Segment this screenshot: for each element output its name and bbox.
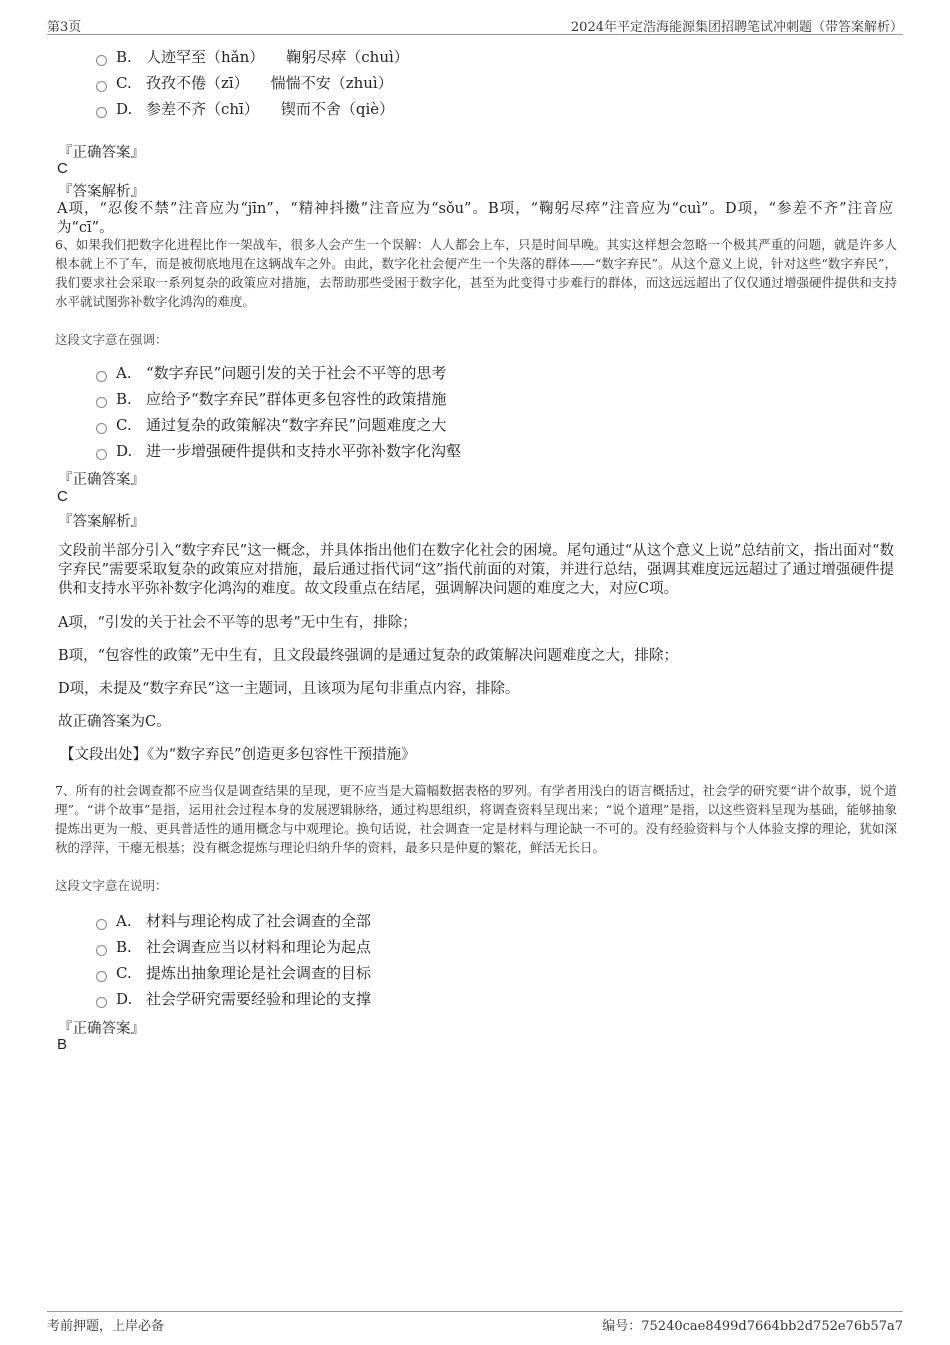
q5-analysis: A项，“忍俊不禁”注音应为“jīn”，“精神抖擞”注音应为“sǒu”。B项，“鞠躬尽瘁”注音应为“cuì”。D项，“参差不齐”注音应为“cī”。	[57, 201, 893, 236]
q6-source: 【文段出处】《为“数字弃民”创造更多包容性干预措施》	[60, 747, 416, 763]
q5-answer-label: 『正确答案』	[58, 145, 145, 161]
q6-prompt: 这段文字意在强调：	[55, 332, 168, 347]
q5-option-d[interactable]: D. 参差不齐（chī） 锲而不舍（qiè）	[96, 98, 394, 120]
q7-question-text: 7、所有的社会调查都不应当仅是调查结果的呈现，更不应当是大篇幅数据表格的罗列。有学者用浅白的语言概括过，社会学的研究要“讲个故事，说个道理”。“讲个故事”是指，运用社会过程本身的发展逻辑脉络，通过构思组织，将调查资料呈现出来；“说个道理”是指，以这些资料呈现为基础，能够抽象提炼出更为一般、更具普适性的通用概念与中观理论。换句话说，社会调查一定是材料与理论缺一不可的。没有经验资料与个人体验支撑的理论，犹如深秋的浮萍，干瘪无根基；没有概念提炼与理论归纳升华的资料，最多只是仲夏的繁花，鲜活无长日。	[55, 783, 897, 855]
q5-option-b[interactable]: B. 人迹罕至（hǎn） 鞠躬尽瘁（chuì）	[96, 46, 409, 68]
page-header	[47, 14, 903, 35]
q7-option-b[interactable]: B. 社会调查应当以材料和理论为起点	[96, 936, 371, 958]
page-number: 第3页	[47, 20, 82, 35]
radio-icon[interactable]	[96, 971, 107, 982]
radio-icon[interactable]	[96, 449, 107, 460]
radio-icon[interactable]	[96, 919, 107, 930]
q6-explanation-conclusion: 故正确答案为C。	[58, 714, 171, 730]
q5-analysis-label: 『答案解析』	[58, 184, 145, 200]
document-code: 编号：75240cae8499d7664bb2d752e76b57a7	[602, 1319, 903, 1334]
q6-explanation-main: 文段前半部分引入“数字弃民”这一概念，并具体指出他们在数字化社会的困境。尾句通过“从这个意义上说”总结前文，指出面对“数字弃民”需要采取复杂的政策应对措施，最后通过指代词“这”指代前面的对策，并进行总结，强调其难度远远超过了通过增强硬件提供和支持水平弥补数字化鸿沟的难度。故文段重点在结尾，强调解决问题的难度之大，对应C项。	[58, 543, 894, 597]
radio-icon[interactable]	[96, 423, 107, 434]
radio-icon[interactable]	[96, 997, 107, 1008]
radio-icon[interactable]	[96, 55, 107, 66]
q6-option-b[interactable]: B. 应给予“数字弃民”群体更多包容性的政策措施	[96, 388, 446, 410]
radio-icon[interactable]	[96, 397, 107, 408]
q6-answer: C	[57, 488, 68, 505]
footer-slogan: 考前押题，上岸必备	[47, 1319, 165, 1334]
q6-explanation-b: B项，“包容性的政策”无中生有，且文段最终强调的是通过复杂的政策解决问题难度之大，排除；	[58, 648, 678, 664]
q6-option-a[interactable]: A. “数字弃民”问题引发的关于社会不平等的思考	[96, 362, 446, 384]
page-footer	[47, 1311, 903, 1336]
q6-explanation-d: D项，未提及“数字弃民”这一主题词，且该项为尾句非重点内容，排除。	[58, 681, 520, 697]
q6-answer-label: 『正确答案』	[58, 472, 145, 488]
q7-prompt: 这段文字意在说明：	[55, 878, 168, 893]
q6-option-d[interactable]: D. 进一步增强硬件提供和支持水平弥补数字化沟壑	[96, 440, 461, 462]
q7-answer-label: 『正确答案』	[58, 1021, 145, 1037]
q7-option-a[interactable]: A. 材料与理论构成了社会调查的全部	[96, 910, 371, 932]
document-title: 2024年平定浩海能源集团招聘笔试冲刺题（带答案解析）	[570, 20, 903, 35]
q6-explanation-a: A项，“引发的关于社会不平等的思考”无中生有，排除；	[58, 615, 417, 631]
q5-answer: C	[57, 160, 68, 177]
q6-analysis-label: 『答案解析』	[58, 514, 145, 530]
radio-icon[interactable]	[96, 371, 107, 382]
q5-option-c[interactable]: C. 孜孜不倦（zī） 惴惴不安（zhuì）	[96, 72, 393, 94]
q6-question-text: 6、如果我们把数字化进程比作一架战车，很多人会产生一个误解：人人都会上车，只是时间早晚。其实这样想会忽略一个极其严重的问题，就是许多人根本就上不了车，而是被彻底地甩在这辆战车之外。由此，数字化社会便产生一个失落的群体——“数字弃民”。从这个意义上说，针对这些“数字弃民”，我们要求社会采取一系列复杂的政策应对措施，去帮助那些受困于数字化，甚至为此变得寸步难行的群体，而这远远超出了仅仅通过增强硬件提供和支持水平就试图弥补数字化鸿沟的难度。	[55, 237, 897, 309]
radio-icon[interactable]	[96, 107, 107, 118]
radio-icon[interactable]	[96, 945, 107, 956]
q7-answer: B	[57, 1036, 68, 1053]
radio-icon[interactable]	[96, 81, 107, 92]
q6-option-c[interactable]: C. 通过复杂的政策解决“数字弃民”问题难度之大	[96, 414, 446, 436]
q7-option-c[interactable]: C. 提炼出抽象理论是社会调查的目标	[96, 962, 371, 984]
q7-option-d[interactable]: D. 社会学研究需要经验和理论的支撑	[96, 988, 371, 1010]
